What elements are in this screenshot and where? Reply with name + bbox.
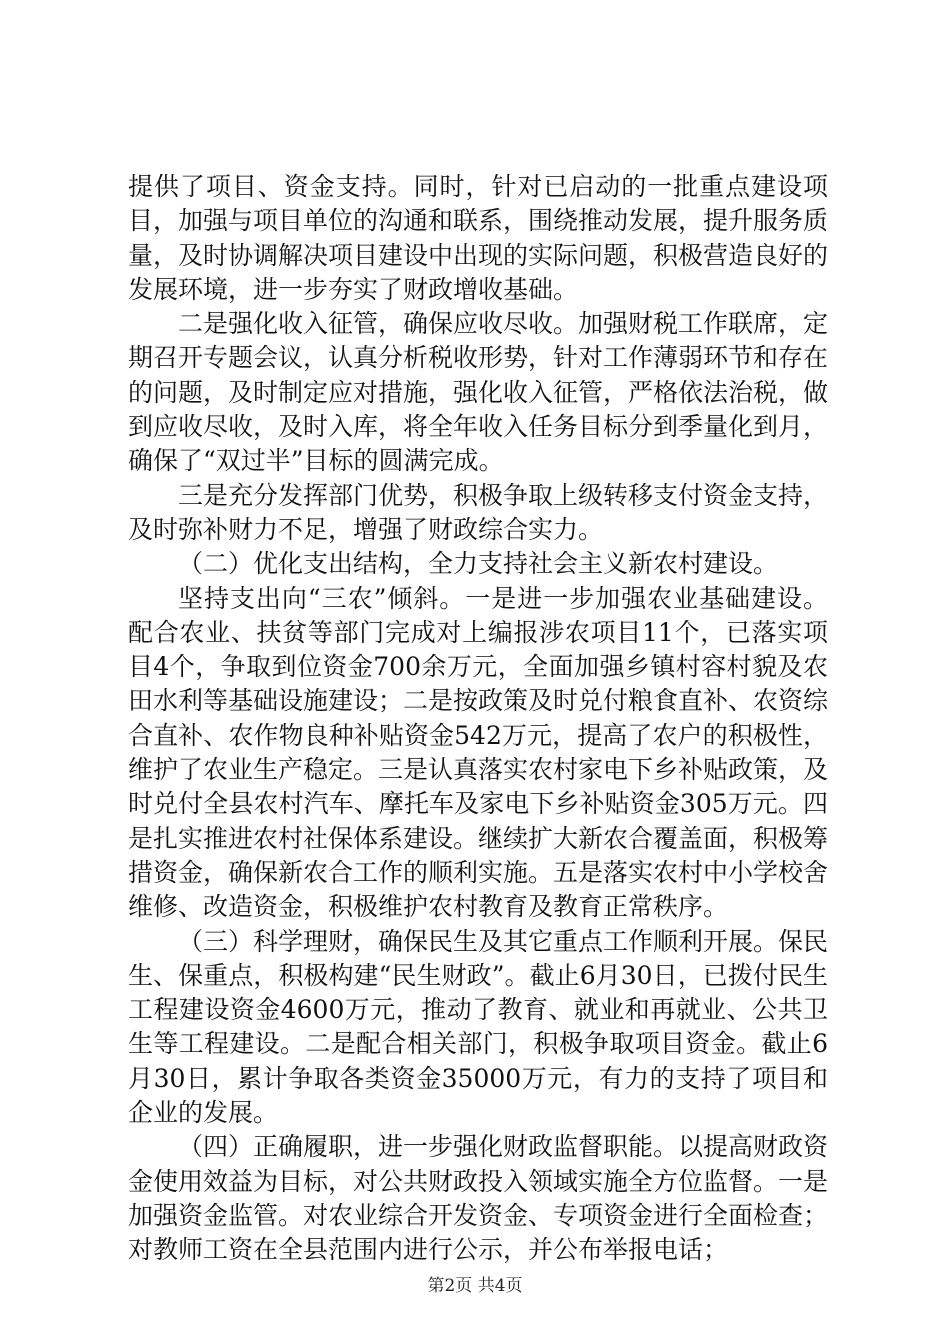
document-body (128, 170, 828, 1268)
paragraph-section-3: （三）科学理财，确保民生及其它重点工作顺利开展。保民生、保重点，积极构建“民生财政”。截止6月30日，已拨付民生工程建设资金4600万元，推动了教育、就业和再就业、公共卫生等工程建设。二是配合相关部门，积极争取项目资金。截止6月30日，累计争取各类资金35000万元，有力的支持了项目和企业的发展。 (128, 926, 829, 1128)
section-heading-2: （二）优化支出结构，全力支持社会主义新农村建设。 (178, 549, 779, 579)
paragraph-transfer-payment: 三是充分发挥部门优势，积极争取上级转移支付资金支持，及时弥补财力不足，增强了财政综合实力。 (128, 480, 829, 544)
page-footer: 第2页 共4页 (427, 1276, 523, 1296)
paragraph-section-4: （四）正确履职，进一步强化财政监督职能。以提高财政资金使用效益为目标，对公共财政投入领域实施全方位监督。一是加强资金监管。对农业综合开发资金、专项资金进行全面检查；对教师工资在全县范围内进行公示，并公布举报电话； (128, 1132, 829, 1265)
paragraph-agriculture: 坚持支出向“三农”倾斜。一是进一步加强农业基础建设。配合农业、扶贫等部门完成对上编报涉农项目11个，已落实项目4个，争取到位资金700余万元，全面加强乡镇村容村貌及农田水利等基础设施建设；二是按政策及时兑付粮食直补、农资综合直补、农作物良种补贴资金542万元，提高了农户的积极性，维护了农业生产稳定。三是认真落实农村家电下乡补贴政策，及时兑付全县农村汽车、摩托车及家电下乡补贴资金305万元。四是扎实推进农村社保体系建设。继续扩大新农合覆盖面，积极筹措资金，确保新农合工作的顺利实施。五是落实农村中小学校舍维修、改造资金，积极维护农村教育及教育正常秩序。 (128, 583, 829, 922)
paragraph-revenue-collection: 二是强化收入征管，确保应收尽收。加强财税工作联席，定期召开专题会议，认真分析税收形势，针对工作薄弱环节和存在的问题，及时制定应对措施，强化收入征管，严格依法治税，做到应收尽收，及时入库，将全年收入任务目标分到季量化到月，确保了“双过半”目标的圆满完成。 (128, 309, 829, 476)
paragraph-continuation: 提供了项目、资金支持。同时，针对已启动的一批重点建设项目，加强与项目单位的沟通和联系，围绕推动发展，提升服务质量，及时协调解决项目建设中出现的实际问题，积极营造良好的发展环境，进一步夯实了财政增收基础。 (128, 172, 829, 304)
